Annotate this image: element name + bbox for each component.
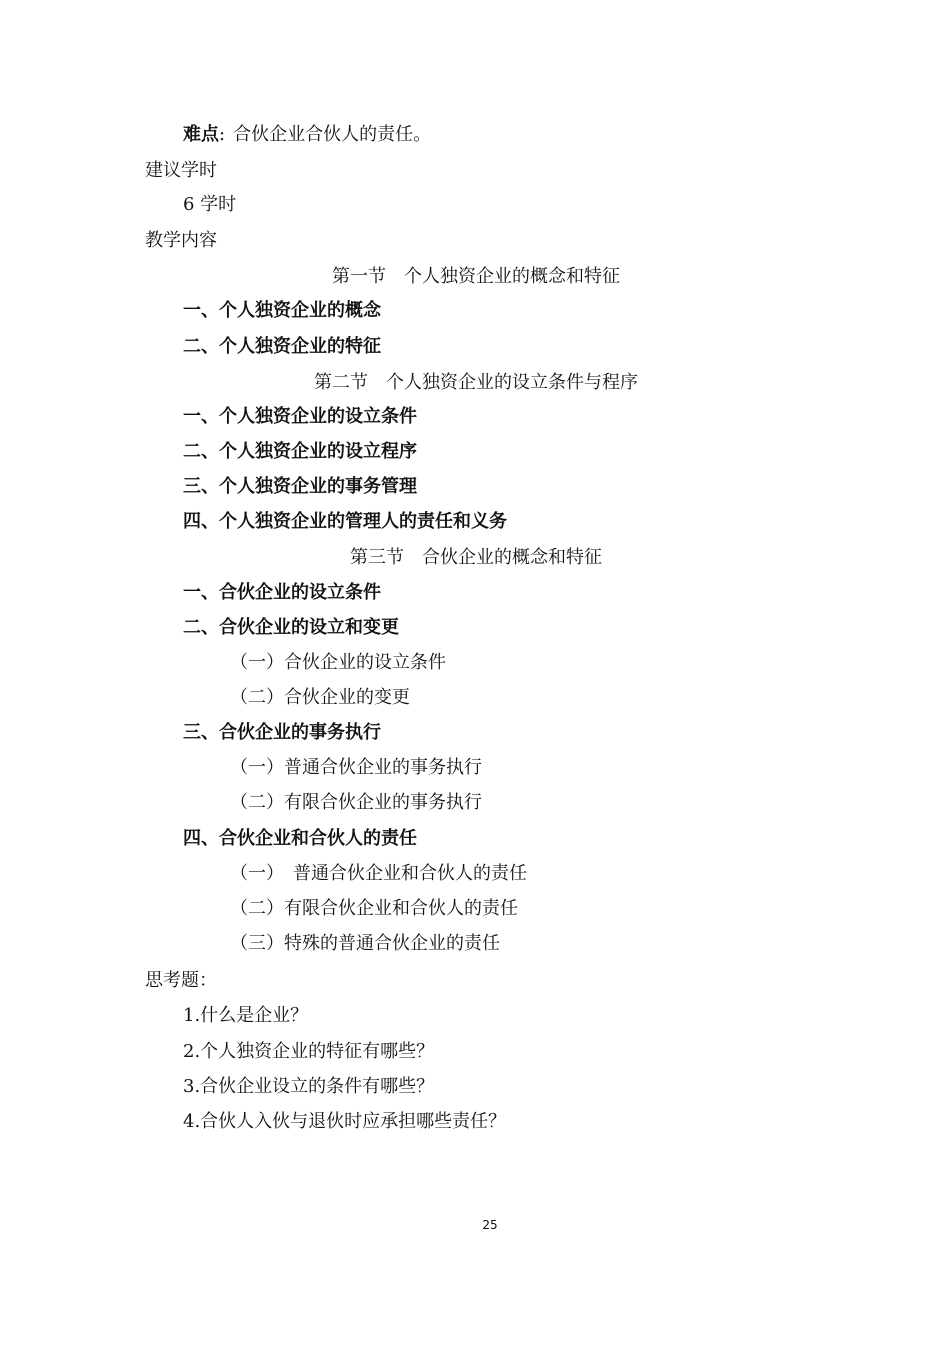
question-3: 3.合伙企业设立的条件有哪些？ <box>183 1076 435 1097</box>
section-3-item-4: 四、合伙企业和合伙人的责任 <box>183 828 417 849</box>
teaching-content-heading: 教学内容 <box>145 230 217 251</box>
section-1-item-1: 一、个人独资企业的概念 <box>183 300 381 321</box>
difficulty-separator: : <box>219 124 226 145</box>
difficulty-text: 合伙企业合伙人的责任。 <box>233 124 432 145</box>
difficulty-label: 难点 <box>183 124 219 145</box>
questions-heading: 思考题： <box>145 970 217 991</box>
section-title-2: 第二节 个人独资企业的设立条件与程序 <box>314 372 638 393</box>
difficulty-line <box>183 125 431 144</box>
suggested-hours-value: 6 学时 <box>183 194 237 215</box>
section-1-item-2: 二、个人独资企业的特征 <box>183 336 381 357</box>
section-2-item-1: 一、个人独资企业的设立条件 <box>183 406 417 427</box>
section-3-item-2-subitem-2: （二）合伙企业的变更 <box>230 687 410 708</box>
section-3-item-3-subitem-1: （一）普通合伙企业的事务执行 <box>230 757 482 778</box>
question-1: 1.什么是企业？ <box>183 1005 309 1026</box>
suggested-hours-heading: 建议学时 <box>145 160 217 181</box>
question-4: 4.合伙人入伙与退伙时应承担哪些责任？ <box>183 1111 507 1132</box>
section-3-item-4-subitem-2: （二）有限合伙企业和合伙人的责任 <box>230 898 518 919</box>
section-3-item-1: 一、合伙企业的设立条件 <box>183 582 381 603</box>
section-3-item-4-subitem-3: （三）特殊的普通合伙企业的责任 <box>230 933 500 954</box>
section-2-item-3: 三、个人独资企业的事务管理 <box>183 476 417 497</box>
section-3-item-3-subitem-2: （二）有限合伙企业的事务执行 <box>230 792 482 813</box>
section-title-3: 第三节 合伙企业的概念和特征 <box>350 547 602 568</box>
page-number: 25 <box>482 1218 498 1232</box>
section-3-item-4-subitem-1: （一） 普通合伙企业和合伙人的责任 <box>230 863 527 884</box>
section-title-1: 第一节 个人独资企业的概念和特征 <box>332 266 620 287</box>
section-3-item-2: 二、合伙企业的设立和变更 <box>183 617 399 638</box>
section-2-item-4: 四、个人独资企业的管理人的责任和义务 <box>183 511 507 532</box>
section-3-item-3: 三、合伙企业的事务执行 <box>183 722 381 743</box>
question-2: 2.个人独资企业的特征有哪些？ <box>183 1041 435 1062</box>
section-2-item-2: 二、个人独资企业的设立程序 <box>183 441 417 462</box>
section-3-item-2-subitem-1: （一）合伙企业的设立条件 <box>230 652 446 673</box>
